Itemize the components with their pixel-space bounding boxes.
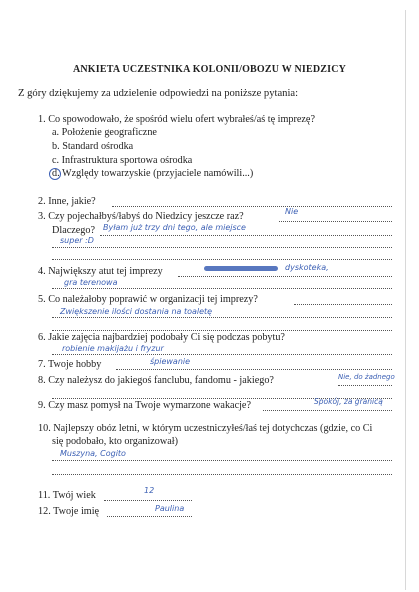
q1-option-b: b. Standard ośrodka xyxy=(52,141,134,152)
q4-answer-line-2 xyxy=(52,288,392,289)
q4-answer-line xyxy=(178,276,392,277)
q8-answer-line xyxy=(338,385,392,386)
q5-question: 5. Co należałoby poprawić w organizacji tej imprezy? xyxy=(38,294,258,305)
q7-answer-line xyxy=(116,369,392,370)
q10-question-line-1: 10. Najlepszy obóz letni, w którym uczestniczyłeś/łaś tej dotychczas (gdzie, co Ci xyxy=(38,423,373,434)
q4-answer-1: dyskoteka, xyxy=(285,263,329,272)
q11-answer-line xyxy=(104,500,192,501)
crossed-out-scribble xyxy=(204,266,278,271)
q1-option-a: a. Położenie geograficzne xyxy=(52,127,157,138)
q3-why-answer-1: Byłam już trzy dni tego, ale miejsce xyxy=(103,223,246,232)
q3-question: 3. Czy pojechałbyś/łabyś do Niedzicy jeszcze raz? xyxy=(38,211,244,222)
q6-answer: robienie makijażu i fryzur xyxy=(62,344,164,353)
q1-question: 1. Co spowodowało, że spośród wielu ofert wybrałeś/aś tę imprezę? xyxy=(38,114,315,125)
q7-answer: śpiewanie xyxy=(150,357,191,366)
q10-answer: Muszyna, Cogito xyxy=(60,449,126,458)
q1-option-d: d. Względy towarzyskie (przyjaciele namówili...) xyxy=(52,168,254,179)
q3-answer-line xyxy=(279,221,392,222)
q8-answer: Nie, do żadnego xyxy=(338,373,395,381)
q7-question: 7. Twoje hobby xyxy=(38,359,102,370)
q3-why-answer-2: super :D xyxy=(60,236,94,245)
scan-edge-line xyxy=(405,10,406,590)
q9-answer-line xyxy=(263,410,392,411)
q2-question: 2. Inne, jakie? xyxy=(38,196,96,207)
q3-why-line-3 xyxy=(52,259,392,260)
survey-intro: Z góry dziękujemy za udzielenie odpowiedzi na poniższe pytania: xyxy=(18,88,299,99)
q3-why-line-2 xyxy=(52,247,392,248)
q4-question: 4. Największy atut tej imprezy xyxy=(38,266,163,277)
q3-why-label: Dlaczego? xyxy=(52,225,95,236)
q1-option-c: c. Infrastruktura sportowa ośrodka xyxy=(52,155,193,166)
q9-question: 9. Czy masz pomysł na Twoje wymarzone wakacje? xyxy=(38,400,251,411)
q12-answer: Paulina xyxy=(155,504,185,513)
q11-question: 11. Twój wiek xyxy=(38,490,96,501)
q3-answer: Nie xyxy=(285,207,299,216)
survey-title: ANKIETA UCZESTNIKA KOLONII/OBOZU W NIEDZICY xyxy=(72,64,347,75)
q10-answer-line-2 xyxy=(52,474,392,475)
q6-question: 6. Jakie zajęcia najbardziej podobały Ci się podczas pobytu? xyxy=(38,332,285,343)
q12-answer-line xyxy=(107,516,192,517)
q5-answer-line-2 xyxy=(52,317,392,318)
q12-question: 12. Twoje imię xyxy=(38,506,100,517)
q10-question-line-2: się podobało, kto organizował) xyxy=(52,436,178,447)
q4-answer-2: gra terenowa xyxy=(64,278,118,287)
q9-answer: Spokój, za granicą xyxy=(314,397,383,406)
q11-answer: 12 xyxy=(144,486,155,495)
q3-why-line-1 xyxy=(100,235,392,236)
q10-answer-line xyxy=(52,460,392,461)
q8-question: 8. Czy należysz do jakiegoś fanclubu, fandomu - jakiego? xyxy=(38,375,274,386)
q5-answer-line xyxy=(294,304,392,305)
q2-answer-line xyxy=(112,206,392,207)
q5-answer-line-3 xyxy=(52,330,392,331)
q6-answer-line xyxy=(52,354,392,355)
q5-answer: Zwiększenie ilości dostania na toaletę xyxy=(60,307,213,316)
